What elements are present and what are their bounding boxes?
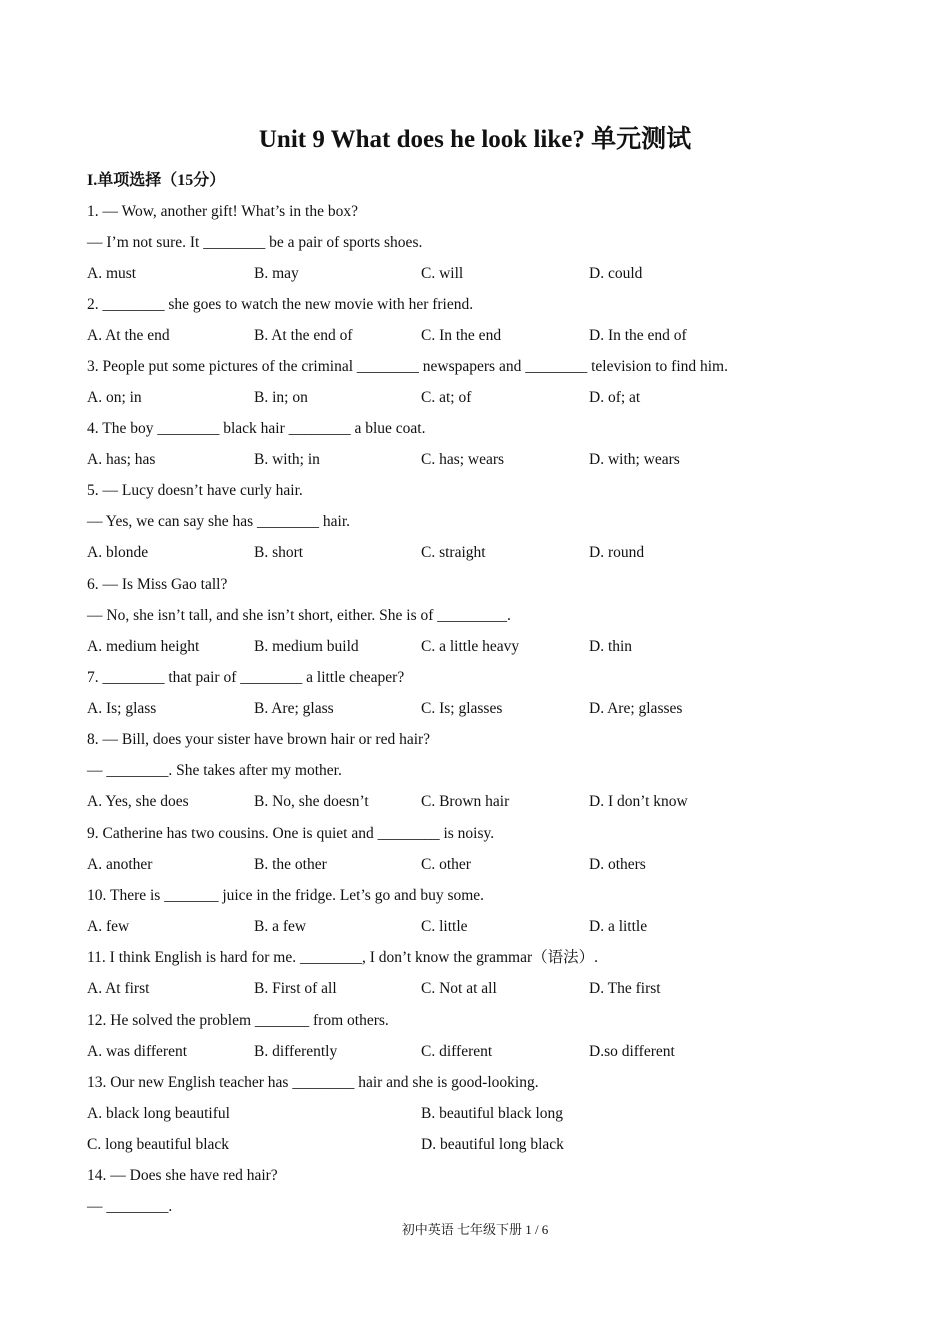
question-1-option-d: D. could — [589, 265, 643, 282]
question-2-option-a: A. At the end — [87, 327, 170, 344]
question-1-option-a: A. must — [87, 265, 137, 282]
question-8-option-d: D. I don’t know — [589, 793, 688, 810]
question-7-option-b: B. Are; glass — [254, 700, 334, 717]
question-5-option-b: B. short — [254, 544, 304, 561]
question-2-option-c: C. In the end — [421, 327, 502, 344]
question-6-option-b: B. medium build — [254, 638, 359, 655]
question-4-option-c: C. has; wears — [421, 451, 505, 468]
question-10-line-1: 10. There is _______ juice in the fridge. Let’s go and buy some. — [87, 887, 485, 904]
question-5-option-d: D. round — [589, 544, 645, 561]
question-8-option-c: C. Brown hair — [421, 793, 510, 810]
question-7-option-c: C. Is; glasses — [421, 700, 503, 717]
question-13-option-b: B. beautiful black long — [421, 1105, 564, 1122]
question-13-option-d: D. beautiful long black — [421, 1136, 564, 1153]
question-12-option-a: A. was different — [87, 1043, 188, 1060]
question-9-option-a: A. another — [87, 856, 153, 873]
question-11-option-c: C. Not at all — [421, 980, 497, 997]
question-7-line-1: 7. ________ that pair of ________ a little cheaper? — [87, 669, 405, 686]
question-9-option-d: D. others — [589, 856, 646, 873]
question-13-option-c: C. long beautiful black — [87, 1136, 230, 1153]
question-9-option-b: B. the other — [254, 856, 327, 873]
question-10-option-d: D. a little — [589, 918, 648, 935]
question-12-option-d: D.so different — [589, 1043, 675, 1060]
question-6-option-c: C. a little heavy — [421, 638, 520, 655]
section-heading: I.单项选择（15分） — [87, 172, 226, 189]
question-2-line-1: 2. ________ she goes to watch the new movie with her friend. — [87, 296, 474, 313]
question-1-option-c: C. will — [421, 265, 464, 282]
question-9-option-c: C. other — [421, 856, 471, 873]
question-7-option-d: D. Are; glasses — [589, 700, 683, 717]
question-6-line-2: — No, she isn’t tall, and she isn’t short, either. She is of _________. — [87, 607, 511, 624]
question-1-line-1: 1. — Wow, another gift! What’s in the box? — [87, 203, 358, 220]
question-13-option-a: A. black long beautiful — [87, 1105, 230, 1122]
question-4-option-d: D. with; wears — [589, 451, 680, 468]
question-6-line-1: 6. — Is Miss Gao tall? — [87, 576, 228, 593]
question-3-option-a: A. on; in — [87, 389, 142, 406]
page-footer: 初中英语 七年级下册 1 / 6 — [401, 1222, 549, 1237]
question-3-option-c: C. at; of — [421, 389, 472, 406]
question-6-option-d: D. thin — [589, 638, 633, 655]
question-3-option-d: D. of; at — [589, 389, 641, 406]
question-14-line-2: — ________. — [87, 1198, 173, 1215]
question-8-option-b: B. No, she doesn’t — [254, 793, 369, 810]
question-3-line-1: 3. People put some pictures of the criminal ________ newspapers and ________ television to find him. — [87, 358, 728, 375]
question-10-option-b: B. a few — [254, 918, 307, 935]
question-8-option-a: A. Yes, she does — [87, 793, 189, 810]
question-4-line-1: 4. The boy ________ black hair ________ a blue coat. — [87, 420, 426, 437]
question-3-option-b: B. in; on — [254, 389, 308, 406]
question-5-option-c: C. straight — [421, 544, 486, 561]
question-1-option-b: B. may — [254, 265, 299, 282]
question-11-option-d: D. The first — [589, 980, 661, 997]
question-5-option-a: A. blonde — [87, 544, 149, 561]
question-11-option-a: A. At first — [87, 980, 150, 997]
question-7-option-a: A. Is; glass — [87, 700, 157, 717]
question-4-option-a: A. has; has — [87, 451, 156, 468]
question-9-line-1: 9. Catherine has two cousins. One is quiet and ________ is noisy. — [87, 825, 495, 842]
question-14-line-1: 14. — Does she have red hair? — [87, 1167, 278, 1184]
question-12-option-b: B. differently — [254, 1043, 338, 1060]
question-10-option-a: A. few — [87, 918, 130, 935]
question-12-line-1: 12. He solved the problem _______ from others. — [87, 1012, 389, 1029]
question-2-option-b: B. At the end of — [254, 327, 353, 344]
question-8-line-1: 8. — Bill, does your sister have brown hair or red hair? — [87, 731, 431, 748]
question-4-option-b: B. with; in — [254, 451, 320, 468]
question-6-option-a: A. medium height — [87, 638, 200, 655]
question-5-line-1: 5. — Lucy doesn’t have curly hair. — [87, 482, 303, 499]
question-12-option-c: C. different — [421, 1043, 493, 1060]
question-5-line-2: — Yes, we can say she has ________ hair. — [87, 513, 351, 530]
question-13-line-1: 13. Our new English teacher has ________ hair and she is good-looking. — [87, 1074, 539, 1091]
question-11-option-b: B. First of all — [254, 980, 337, 997]
page-title: Unit 9 What does he look like? 单元测试 — [258, 126, 692, 153]
question-1-line-2: — I’m not sure. It ________ be a pair of sports shoes. — [87, 234, 423, 251]
question-11-line-1: 11. I think English is hard for me. ________, I don’t know the grammar（语法）. — [87, 949, 599, 966]
question-2-option-d: D. In the end of — [589, 327, 687, 344]
question-8-line-2: — ________. She takes after my mother. — [87, 762, 342, 779]
question-10-option-c: C. little — [421, 918, 468, 935]
